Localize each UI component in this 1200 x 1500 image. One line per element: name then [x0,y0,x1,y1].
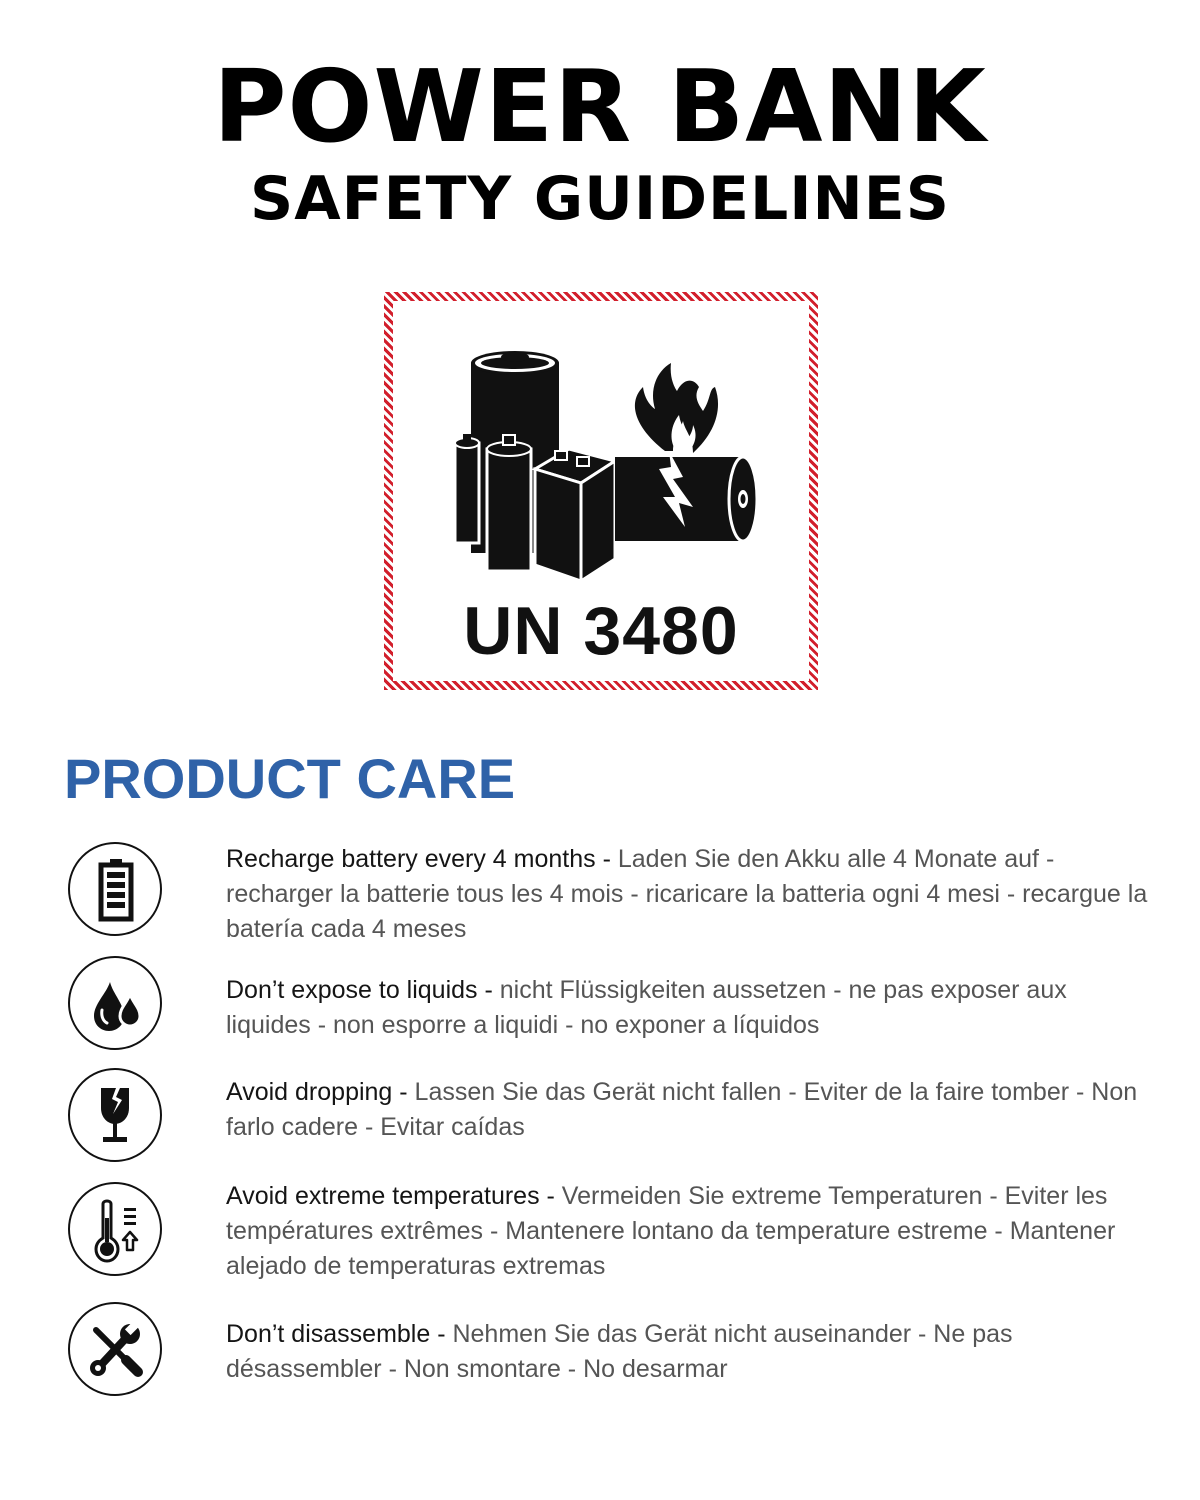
care-icon-wrapper [68,956,162,1050]
care-text-translations: Vermeiden Sie extreme Temperaturen - Eviter les températures extrêmes - Mantenere lontano da temperature estreme - Mantener alejado de temperaturas extremas [226,1182,1116,1280]
section-title-product-care: PRODUCT CARE [64,747,516,810]
care-text [226,1317,1156,1387]
un-number: UN 3480 [463,593,739,669]
care-text [226,1179,1156,1284]
care-text [226,973,1156,1043]
care-text [226,1075,1156,1145]
page-title: POWER BANK [213,48,987,165]
tools-icon [70,1304,160,1394]
care-text-translations: Laden Sie den Akku alle 4 Monate auf - recharger la batterie tous les 4 mois - ricaricare la batteria ogni 4 mesi - recargue la batería cada 4 meses [226,845,1148,943]
care-icon-wrapper [68,842,162,936]
water-drops-icon [70,958,160,1048]
care-icon-wrapper [68,1182,162,1276]
care-text-english: Avoid dropping - [226,1078,408,1106]
hazard-label-inner [393,301,809,681]
care-text [226,842,1156,947]
care-text-english: Avoid extreme temperatures - [226,1182,555,1210]
care-text-english: Don’t expose to liquids - [226,976,493,1004]
care-text-english: Recharge battery every 4 months - [226,845,611,873]
battery-icon [70,844,160,934]
care-text-translations: Nehmen Sie das Gerät nicht auseinander - Ne pas désassembler - Non smontare - No desarmar [226,1320,1013,1383]
care-text-translations: nicht Flüssigkeiten aussetzen - ne pas exposer aux liquides - non esporre a liquidi - no exponer a líquidos [226,976,1067,1039]
care-icon-wrapper [68,1068,162,1162]
care-text-english: Don’t disassemble - [226,1320,446,1348]
page-subtitle: SAFETY GUIDELINES [250,164,950,234]
fragile-glass-icon [70,1070,160,1160]
care-text-translations: Lassen Sie das Gerät nicht fallen - Eviter de la faire tomber - Non farlo cadere - Evitar caídas [226,1078,1138,1141]
care-icon-wrapper [68,1302,162,1396]
thermometer-icon [70,1184,160,1274]
hazard-label [384,292,818,690]
